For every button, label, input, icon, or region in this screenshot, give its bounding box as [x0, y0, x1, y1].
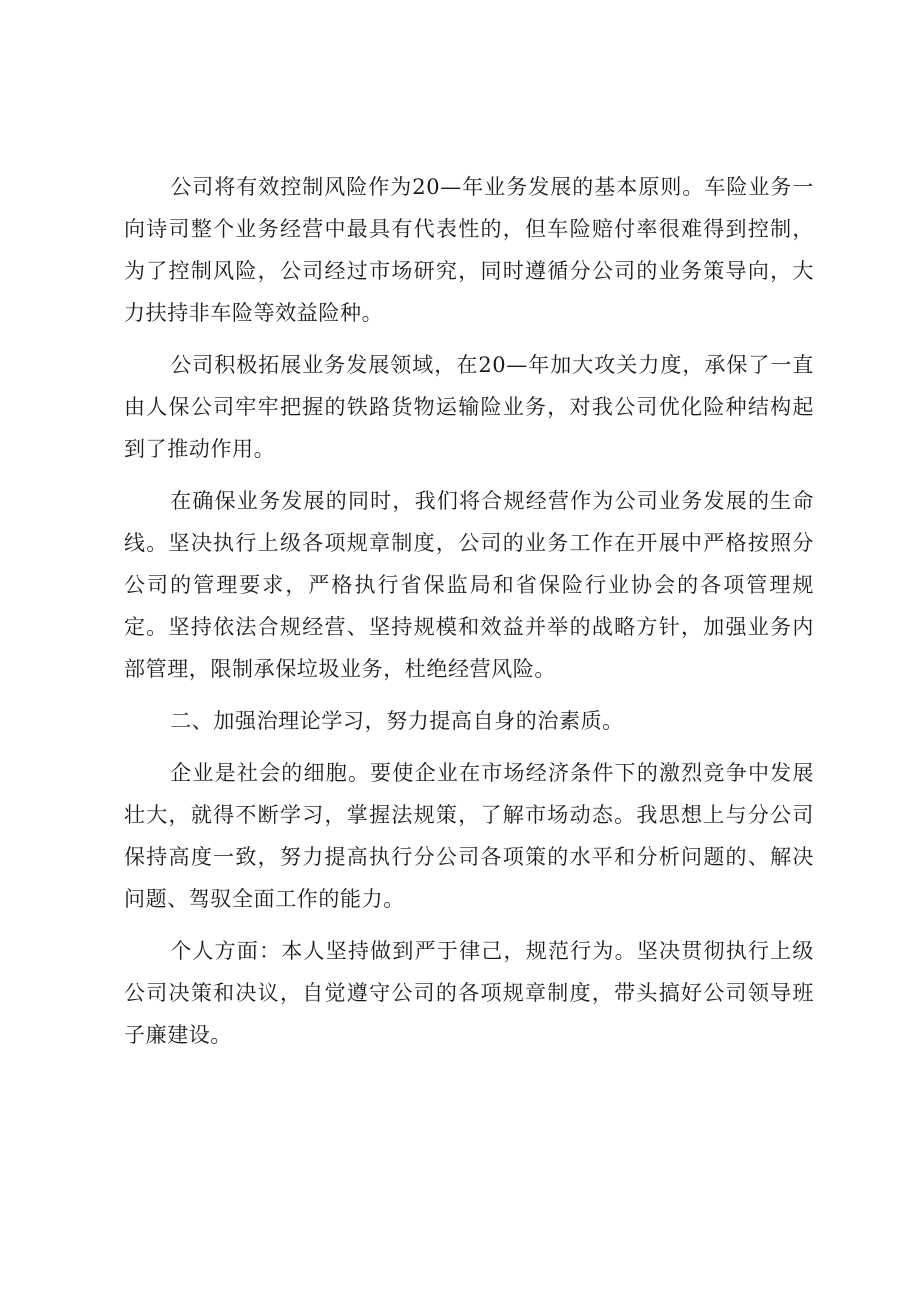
document-body: [124, 166, 814, 1056]
paragraph-risk-control: 公司将有效控制风险作为20—年业务发展的基本原则。车险业务一向诗司整个业务经营中最具有代表性的，但车险赔付率很难得到控制，为了控制风险，公司经过市场研究，同时遵循分公司的业务策导向，大力扶持非车险等效益险种。: [124, 175, 814, 325]
section-heading-study: 二、加强治理论学习，努力提高自身的治素质。: [170, 709, 624, 733]
paragraph-compliance: 在确保业务发展的同时，我们将合规经营作为公司业务发展的生命线。坚决执行上级各项规章制度，公司的业务工作在开展中严格按照分公司的管理要求，严格执行省保监局和省保险行业协会的各项管理规定。坚持依法合规经营、坚持规模和效益并举的战略方针，加强业务内部管理，限制承保垃圾业务，杜绝经营风险。: [124, 489, 814, 681]
paragraph-enterprise-learning: 企业是社会的细胞。要使企业在市场经济条件下的激烈竞争中发展壮大，就得不断学习，掌握法规策，了解市场动态。我思想上与分公司保持高度一致，努力提高执行分公司各项策的水平和分析问题的、解决问题、驾驭全面工作的能力。: [124, 761, 814, 911]
paragraph-personal: 个人方面：本人坚持做到严于律己，规范行为。坚决贯彻执行上级公司决策和决议，自觉遵守公司的各项规章制度，带头搞好公司领导班子廉建设。: [124, 939, 814, 1047]
paragraph-business-expansion: 公司积极拓展业务发展领域，在20—年加大攻关力度，承保了一直由人保公司牢牢把握的铁路货物运输险业务，对我公司优化险种结构起到了推动作用。: [124, 353, 814, 461]
